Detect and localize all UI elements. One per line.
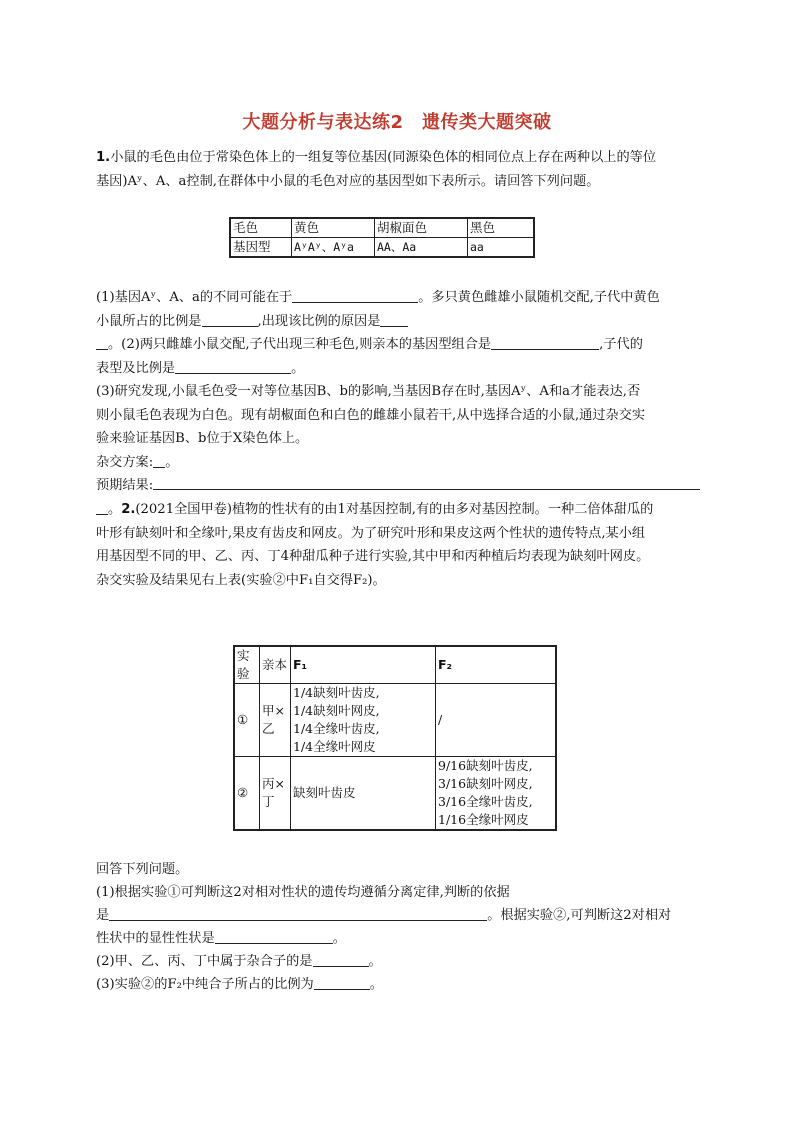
f2-cell: / [436,684,557,757]
q2-part2-end: 。 [368,954,382,969]
q2-part1-line2-b: 。根据实验②,可判断这2对相对 [487,908,672,923]
q1-part2-text-d: 。 [291,360,305,376]
header-f1: F₁ [291,646,436,684]
table-cell: 胡椒面色 [375,218,468,238]
f1-line: 1/4缺刻叶网皮, [293,703,380,718]
parents-cell: 甲×乙 [260,684,291,757]
f2-line: 3/16缺刻叶网皮, [438,776,533,791]
question-1-intro [96,146,700,193]
q2-part3-end: 。 [369,977,383,992]
q1-intro-line2: 基因)Aʸ、A、a控制,在群体中小鼠的毛色对应的基因型如下表所示。请回答下列问题。 [96,173,600,189]
q1-part1-text-c: 小鼠所占的比例是 [96,313,202,329]
answer-blank[interactable] [96,499,108,515]
hybrid-scheme-end: 。 [165,454,179,470]
q2-part2-text: (2)甲、乙、丙、丁中属于杂合子的是 [96,954,313,969]
q1-part2-text-b: ,子代的 [599,337,643,352]
q2-part1-line1: (1)根据实验①可判断这2对相对性状的遗传均遵循分离定律,判断的依据 [96,885,510,900]
genotype-table [229,217,535,258]
question-1-number: 1. [96,150,111,165]
answer-blank[interactable] [109,905,487,921]
answer-blank[interactable] [313,951,369,967]
f2-line: 3/16全缘叶齿皮, [438,794,533,809]
table-row [234,646,556,684]
answer-blank[interactable] [202,311,258,327]
question-2-answers [96,858,700,996]
parents-cell: 丙×丁 [260,757,291,831]
f1-cell: 缺刻叶齿皮 [291,757,436,831]
header-parents: 亲本 [260,646,291,684]
expected-result-label: 预期结果: [96,478,154,493]
q1-part1-text-b: 。多只黄色雌雄小鼠随机交配,子代中黄色 [418,290,660,305]
cross-experiment-table [233,645,557,831]
q1-intro-line1: 小鼠的毛色由位于常染色体上的一组复等位基因(同源染色体的相同位点上存在两种以上的等位 [110,150,657,165]
page-title: 大题分析与表达练2 遗传类大题突破 [242,112,552,133]
q2-part1-line3-b: 。 [332,931,346,946]
f1-line: 1/4全缘叶齿皮, [293,721,380,736]
answer-blank[interactable] [380,311,408,327]
header-f2: F₂ [436,646,557,684]
q2-part3-text: (3)实验②的F₂中纯合子所占的比例为 [96,977,314,992]
q2-intro-line1: (2021全国甲卷)植物的性状有的由1对基因控制,有的由多对基因控制。一种二倍体甜瓜的 [135,502,654,517]
table-cell: AA、Aa [375,238,468,258]
table-cell: 基因型 [230,238,292,258]
f2-line: 9/16缺刻叶齿皮, [438,758,533,773]
table-cell: AʸAʸ、Aʸa [292,238,375,258]
answer-blank[interactable] [153,474,700,490]
question-2-intro: 。2.(2021全国甲卷)植物的性状有的由1对基因控制,有的由多对基因控制。一种二倍体甜瓜的 叶形有缺刻叶和全缘叶,果皮有齿皮和网皮。为了研究叶形和果皮这两个性状的遗传特点,某小组 用基因型不同的甲、乙、丙、丁4种甜瓜种子进行实验,其中甲和丙种植后均表现为缺刻叶网皮。 杂交实验及结果见右上表(实验②中F₁自交得F₂)。 [96,498,700,592]
q1-part3-line2: 则小鼠毛色表现为白色。现有胡椒面色和白色的雌雄小鼠若干,从中选择合适的小鼠,通过杂交实 [96,407,646,423]
table-cell: aa [468,238,535,258]
q2-part1-line3-a: 性状中的显性性状是 [96,931,215,946]
experiment-number: ② [234,757,260,831]
q2-intro-line3: 用基因型不同的甲、乙、丙、丁4种甜瓜种子进行实验,其中甲和丙种植后均表现为缺刻叶网皮。 [96,549,650,564]
answer-blank[interactable] [215,928,333,944]
q1-part2-text: 。(2)两只雌雄小鼠交配,子代出现三种毛色,则亲本的基因型组合是 [108,337,492,352]
q1-part3-line1: (3)研究发现,小鼠毛色受一对等位基因B、b的影响,当基因B存在时,基因Aʸ、A和a才能表达,否 [96,384,641,399]
hybrid-scheme-label: 杂交方案: [96,454,154,470]
table-row [234,757,556,831]
answer-blank[interactable] [96,334,108,350]
f1-line: 1/4缺刻叶齿皮, [293,685,380,700]
header-experiment: 实验 [234,646,260,684]
table-cell: 黄色 [292,218,375,238]
q1-part1-text: (1)基因Aʸ、A、a的不同可能在于 [96,290,293,305]
table-row [230,238,534,258]
answer-blank[interactable] [314,974,370,990]
question-1-parts [96,286,700,498]
q2-part1-line2-a: 是 [96,908,110,923]
f2-cell [436,757,557,831]
table-row [230,218,534,238]
q1-part3-line3: 验来验证基因B、b位于X染色体上。 [96,431,309,446]
table-row [234,684,556,757]
q1-part2-text-c: 表型及比例是 [96,360,176,376]
table-cell: 毛色 [230,218,292,238]
q1-part1-text-d: ,出现该比例的原因是 [257,313,381,329]
answer-intro: 回答下列问题。 [96,862,189,877]
answer-blank[interactable] [175,358,291,374]
experiment-number: ① [234,684,260,757]
q2-intro-line4: 杂交实验及结果见右上表(实验②中F₁自交得F₂)。 [96,572,386,588]
f1-line: 1/4全缘叶网皮 [293,739,376,754]
question-2-number: 2. [121,502,136,517]
answer-blank[interactable] [292,287,418,303]
answer-blank[interactable] [491,334,599,350]
q2-intro-line2: 叶形有缺刻叶和全缘叶,果皮有齿皮和网皮。为了研究叶形和果皮这两个性状的遗传特点,某小组 [96,525,646,541]
f2-line: 1/16全缘叶网皮 [438,812,529,827]
table-cell: 黑色 [468,218,535,238]
f1-cell [291,684,436,757]
answer-blank[interactable] [153,452,165,468]
